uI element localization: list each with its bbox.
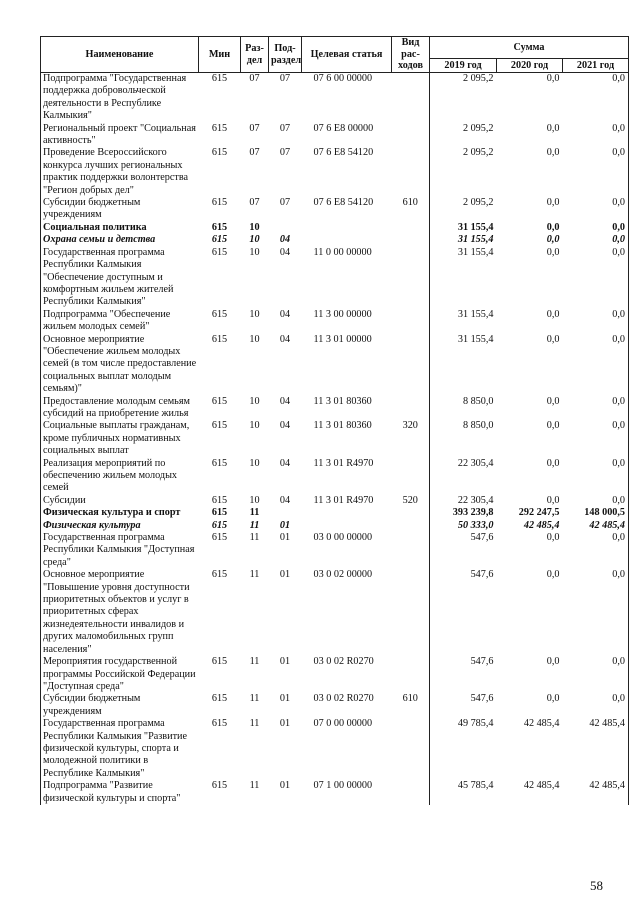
cell-vid [392,73,430,123]
table-row [41,222,629,234]
cell-vid: 320 [402,420,418,432]
cell-name: Подпрограмма "Обеспечение жильем молодых семей" [41,309,199,334]
cell-y2: 0,0 [546,457,560,469]
cell-y3: 0,0 [563,147,629,197]
cell-y2: 0,0 [546,308,560,320]
cell-name: Субсидии бюджетным учреждениям [41,197,199,222]
cell-y1: 547,6 [430,656,497,693]
cell-y1: 49 785,4 [430,718,497,780]
cell-pod: 01 [279,780,291,792]
cell-name: Реализация мероприятий по обеспечению жильем молодых семей [41,458,199,495]
cell-vid [392,234,430,246]
table-row [41,458,629,495]
cell-raz: 11 [249,693,260,705]
header-2021: 2021 год [563,59,629,73]
cell-y1: 50 333,0 [430,520,497,532]
cell-cel: 11 3 00 00000 [313,308,372,320]
cell-pod [269,222,302,234]
table-row [41,532,629,569]
cell-raz: 10 [249,234,260,246]
cell-min: 615 [211,122,228,134]
cell-y3: 0,0 [563,458,629,495]
cell-y1: 8 850,0 [430,420,497,457]
cell-y2: 0,0 [546,197,560,209]
header-2019: 2019 год [430,59,497,73]
cell-name: Региональный проект "Социальная активность" [41,123,199,148]
cell-y3: 0,0 [563,197,629,222]
cell-min: 615 [211,308,228,320]
cell-raz: 11 [249,656,260,668]
table-body [41,73,629,805]
table-row [41,780,629,805]
cell-min: 615 [211,395,228,407]
cell-raz: 11 [249,780,260,792]
cell-y3: 0,0 [563,222,629,234]
cell-y2: 0,0 [546,494,560,506]
cell-y3: 0,0 [563,532,629,569]
cell-pod: 01 [279,656,291,668]
cell-cel: 03 0 02 R0270 [313,656,374,668]
cell-y3: 0,0 [563,569,629,656]
cell-raz: 07 [249,197,260,209]
cell-cel: 07 0 00 00000 [313,718,373,730]
cell-raz: 11 [249,569,260,581]
cell-pod: 01 [279,519,291,531]
cell-y1: 22 305,4 [430,495,497,507]
cell-cel: 07 6 E8 54120 [313,147,374,159]
cell-vid [392,507,430,519]
cell-y2: 0,0 [546,122,560,134]
table-row [41,247,629,309]
cell-min: 615 [211,420,228,432]
cell-raz: 11 [249,532,260,544]
cell-y1: 31 155,4 [430,247,497,309]
cell-y3: 0,0 [563,334,629,396]
cell-min: 615 [211,197,228,209]
cell-y2: 0,0 [546,693,560,705]
cell-cel [302,507,392,519]
cell-y3: 42 485,4 [563,780,629,805]
cell-y3: 0,0 [563,247,629,309]
cell-y1: 22 305,4 [430,458,497,495]
header-summa: Сумма [430,37,629,59]
cell-min: 615 [211,73,228,84]
cell-cel: 07 6 00 00000 [313,73,373,84]
cell-vid: 610 [402,197,418,209]
cell-pod: 04 [279,246,291,258]
cell-y1: 2 095,2 [430,123,497,148]
cell-y2: 42 485,4 [523,718,560,730]
cell-vid [392,334,430,396]
table-row [41,334,629,396]
cell-raz: 10 [249,221,260,233]
cell-min: 615 [211,519,228,531]
header-2020: 2020 год [497,59,563,73]
cell-vid [392,520,430,532]
cell-pod: 04 [279,494,291,506]
cell-name: Субсидии [41,495,199,507]
cell-min: 615 [211,457,228,469]
cell-pod: 01 [279,693,291,705]
cell-vid [392,309,430,334]
cell-min: 615 [211,532,228,544]
cell-y3: 42 485,4 [563,718,629,780]
budget-table-container [40,36,628,805]
cell-pod: 04 [279,457,291,469]
cell-y1: 547,6 [430,532,497,569]
cell-name: Физическая культура и спорт [41,507,199,519]
cell-cel: 11 3 01 00000 [313,333,372,345]
cell-vid [392,718,430,780]
table-row [41,197,629,222]
cell-y1: 2 095,2 [430,147,497,197]
cell-y1: 2 095,2 [430,73,497,123]
cell-y3: 0,0 [563,656,629,693]
cell-pod: 04 [279,333,291,345]
header-min: Мин [199,37,241,73]
cell-pod: 01 [279,532,291,544]
cell-y2: 0,0 [546,569,560,581]
cell-y1: 45 785,4 [430,780,497,805]
cell-pod: 04 [279,395,291,407]
cell-cel [302,520,392,532]
cell-y3: 148 000,5 [563,507,629,519]
cell-y1: 31 155,4 [430,222,497,234]
cell-raz: 10 [249,333,260,345]
cell-cel [302,234,392,246]
cell-y1: 8 850,0 [430,396,497,421]
cell-vid: 520 [402,494,418,506]
cell-min: 615 [211,507,228,519]
cell-pod: 07 [279,122,291,134]
cell-y2: 42 485,4 [523,519,560,531]
cell-y2: 0,0 [546,395,560,407]
cell-y2: 0,0 [546,656,560,668]
table-row [41,569,629,656]
cell-min: 615 [211,569,228,581]
cell-raz: 10 [249,457,260,469]
cell-name: Подпрограмма "Государственная поддержка добровольческой деятельности в Республике Калмыкия" [41,73,199,123]
cell-min: 615 [211,718,228,730]
cell-y2: 0,0 [546,246,560,258]
cell-y1: 547,6 [430,569,497,656]
cell-cel: 11 3 01 R4970 [313,494,374,506]
cell-raz: 07 [249,73,260,84]
table-row [41,147,629,197]
table-row [41,656,629,693]
cell-pod: 01 [279,569,291,581]
table-row [41,718,629,780]
cell-raz: 11 [249,519,260,531]
cell-y2: 42 485,4 [523,780,560,792]
header-vid: Вид рас-ходов [392,37,430,73]
cell-name: Мероприятия государственной программы Российской Федерации "Доступная среда" [41,656,199,693]
cell-vid [392,780,430,805]
cell-cel: 11 0 00 00000 [313,246,372,258]
cell-y1: 31 155,4 [430,309,497,334]
cell-name: Государственная программа Республики Калмыкия "Доступная среда" [41,532,199,569]
cell-min: 615 [211,147,228,159]
cell-cel: 07 1 00 00000 [313,780,373,792]
cell-name: Основное мероприятие "Обеспечение жильем молодых семей (в том числе предоставление социальных выплат молодым семьям)" [41,334,199,396]
cell-y3: 0,0 [563,73,629,123]
cell-pod: 01 [279,718,291,730]
cell-pod: 04 [279,234,291,246]
cell-name: Охрана семьи и детства [41,234,199,246]
cell-min: 615 [211,333,228,345]
cell-raz: 11 [249,718,260,730]
table-row [41,520,629,532]
cell-y1: 2 095,2 [430,197,497,222]
header-celevaya: Целевая статья [302,37,392,73]
cell-name: Социальные выплаты гражданам, кроме публичных нормативных социальных выплат [41,420,199,457]
header-podrazdel: Под-раздел [269,37,302,73]
cell-y3: 0,0 [563,420,629,457]
table-row [41,234,629,246]
cell-vid [392,123,430,148]
cell-y2: 0,0 [546,234,560,246]
cell-raz: 10 [249,494,260,506]
cell-name: Государственная программа Республики Калмыкия "Развитие физической культуры, спорта и молодежной политики в Республике Калмыкия" [41,718,199,780]
cell-y2: 0,0 [546,420,560,432]
cell-y3: 0,0 [563,495,629,507]
cell-vid [392,396,430,421]
cell-pod: 07 [279,197,291,209]
cell-pod: 07 [279,73,291,84]
cell-vid [392,222,430,234]
cell-y3: 0,0 [563,309,629,334]
cell-pod [269,507,302,519]
page-number: 58 [590,878,603,893]
cell-vid [392,532,430,569]
cell-cel: 03 0 02 00000 [313,569,373,581]
cell-y3: 0,0 [563,396,629,421]
cell-y3: 42 485,4 [563,520,629,532]
cell-raz: 10 [249,395,260,407]
table-row [41,495,629,507]
table-header [41,37,629,73]
cell-name: Социальная политика [41,222,199,234]
cell-y3: 0,0 [563,123,629,148]
cell-y2: 0,0 [546,221,560,233]
cell-cel: 03 0 00 00000 [313,532,373,544]
table-row [41,693,629,718]
cell-y1: 393 239,8 [430,507,497,519]
cell-y3: 0,0 [563,693,629,718]
cell-raz: 10 [249,420,260,432]
cell-pod: 07 [279,147,291,159]
cell-y2: 0,0 [546,147,560,159]
cell-min: 615 [211,234,228,246]
cell-vid: 610 [402,693,418,705]
cell-cel: 11 3 01 80360 [313,395,372,407]
table-row [41,309,629,334]
cell-min: 615 [211,780,228,792]
cell-y1: 31 155,4 [430,334,497,396]
table-row [41,420,629,457]
cell-vid [392,247,430,309]
cell-name: Предоставление молодым семьям субсидий на приобретение жилья [41,396,199,421]
cell-y3: 0,0 [563,234,629,246]
cell-name: Физическая культура [41,520,199,532]
cell-y1: 547,6 [430,693,497,718]
cell-raz: 07 [249,122,260,134]
cell-pod: 04 [279,420,291,432]
table-row [41,507,629,519]
cell-vid [392,147,430,197]
cell-min: 615 [211,693,228,705]
cell-vid [392,458,430,495]
table-row [41,73,629,123]
cell-name: Проведение Всероссийского конкурса лучших региональных практик поддержки волонтерства "Регион добрых дел" [41,147,199,197]
cell-min: 615 [211,494,228,506]
budget-table [40,36,629,805]
cell-min: 615 [211,221,228,233]
header-name: Наименование [41,37,199,73]
cell-min: 615 [211,656,228,668]
cell-name: Субсидии бюджетным учреждениям [41,693,199,718]
cell-cel: 11 3 01 R4970 [313,457,374,469]
cell-raz: 10 [249,246,260,258]
cell-raz: 07 [249,147,260,159]
cell-raz: 10 [249,308,260,320]
cell-y2: 0,0 [546,73,560,84]
cell-vid [392,656,430,693]
header-razdel: Раз-дел [241,37,269,73]
cell-name: Основное мероприятие "Повышение уровня доступности приоритетных объектов и услуг в приоритетных сферах жизнедеятельности инвалидов и других маломобильных групп населения" [41,569,199,656]
cell-y2: 0,0 [546,532,560,544]
cell-pod: 04 [279,308,291,320]
cell-name: Государственная программа Республики Калмыкия "Обеспечение доступным и комфортным жильем жителей Республики Калмыкия" [41,247,199,309]
cell-name: Подпрограмма "Развитие физической культуры и спорта" [41,780,199,805]
table-row [41,396,629,421]
cell-y1: 31 155,4 [430,234,497,246]
table-row [41,123,629,148]
cell-cel: 07 6 E8 00000 [313,122,374,134]
cell-raz: 11 [249,507,260,519]
cell-vid [392,569,430,656]
cell-cel: 07 6 E8 54120 [313,197,374,209]
cell-cel: 11 3 01 80360 [313,420,372,432]
cell-y2: 0,0 [546,333,560,345]
cell-cel [302,222,392,234]
cell-cel: 03 0 02 R0270 [313,693,374,705]
cell-min: 615 [211,246,228,258]
cell-y2: 292 247,5 [518,507,560,519]
